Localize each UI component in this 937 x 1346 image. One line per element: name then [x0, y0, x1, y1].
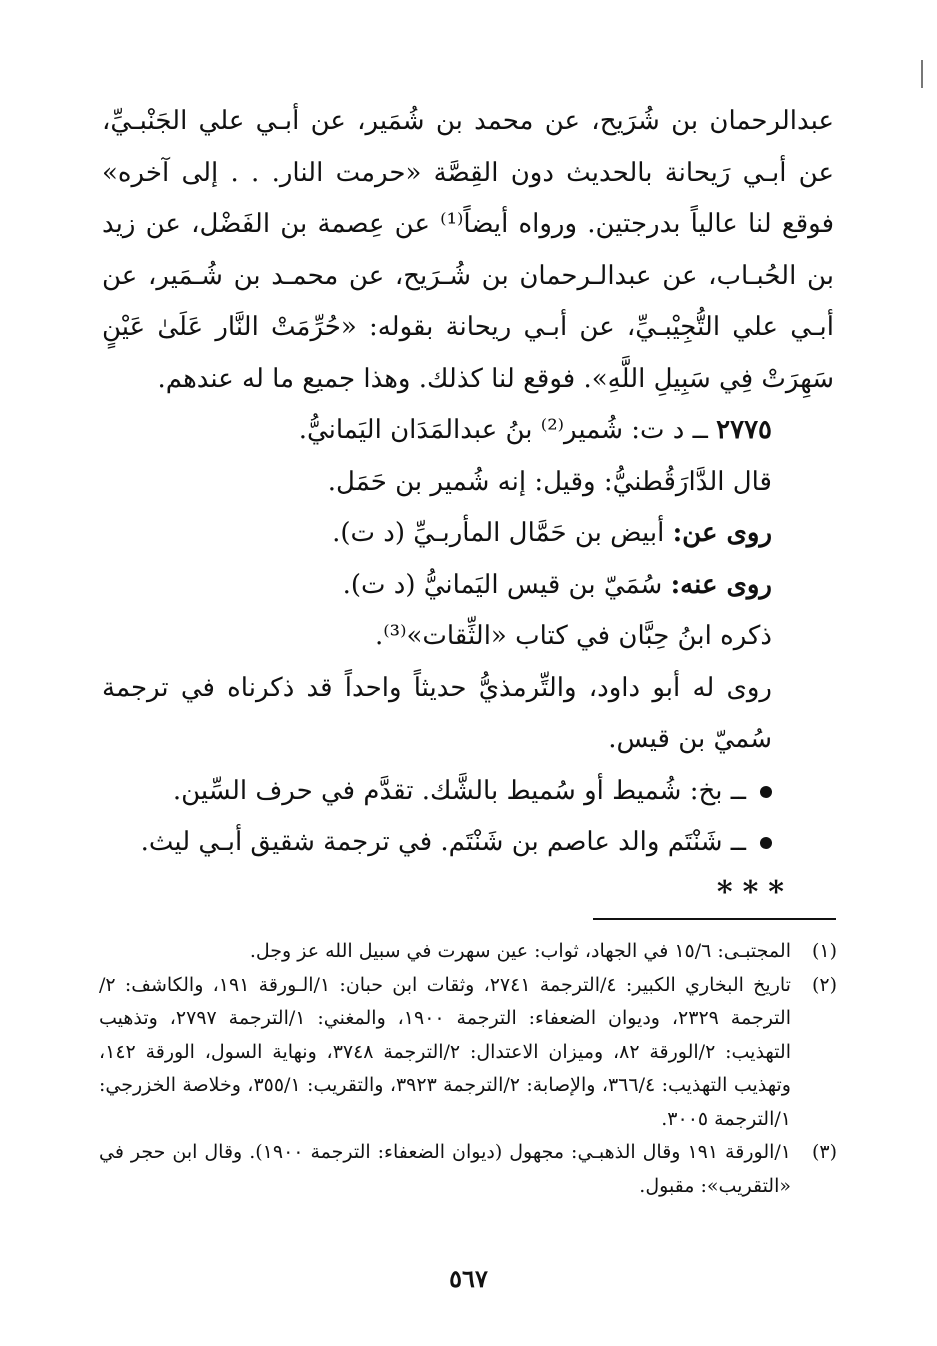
- footnote-divider: [593, 918, 836, 920]
- footnote-1: [99, 935, 837, 969]
- entry-number: ٢٧٧٥: [716, 415, 772, 445]
- footnote-text: ١/الورقة ١٩١ وقال الذهبـي: مجهول (ديوان الضعفاء: الترجمة ١٩٠٠). وقال ابن حجر في «التقريب»: مقبول.: [99, 1141, 792, 1197]
- scan-edge-mark: [921, 60, 923, 88]
- entry-title: ــ د ت: شُمير⁽²⁾ بنُ عبدالمَدَان اليَمانيُّ.: [298, 415, 717, 445]
- footnote-number: (١): [811, 940, 837, 962]
- footnote-3: [99, 1136, 837, 1203]
- footnotes: [99, 935, 837, 1203]
- paragraph-hadith-chain: عبدالرحمان بن شُرَيح، عن محمد بن شُمَير، عن أبـي علي الجَنْبـيِّ، عن أبـي رَيحانة بالحديث دون القِصَّة «حرمت النار. . . إلى آخره» فوقع لنا عالياً بدرجتين. ورواه أيضاً⁽¹⁾ عن عِصمة بن الفَضْل، عن زيد بن الحُبـاب، عن عبدالـرحمان بن شُـرَيح، عن محمـد بن شُـمَير، عن أبـي علي التُّجِيْبـيِّ، عن أبـي ريحانة بقوله: «حُرِّمَتْ النَّار عَلَىٰ عَيْنٍ سَهِرَتْ فِي سَبِيلِ اللَّهِ». فوقع لنا كذلك. وهذا جميع ما له عندهم.: [102, 106, 834, 394]
- narrated-by-text: سُمَيّ بن قيس اليَمانيُّ (د ت).: [342, 569, 671, 600]
- page-number: ٥٦٧: [449, 1264, 488, 1293]
- bullet-icon: [760, 837, 772, 849]
- ibn-hibban-note: ذكره ابنُ حِبَّان في كتاب «الثِّقات»⁽³⁾.: [375, 621, 772, 651]
- footnote-2: [99, 969, 837, 1137]
- bullet-entry-text: ــ بخ: شُميط أو سُميط بالشَّك. تقدَّم في حرف السِّين.: [172, 775, 746, 806]
- narrated-by: [102, 560, 834, 612]
- bullet-icon: [760, 786, 772, 798]
- daraqutni-note: قال الدَّارَقُطنيُّ: وقيل: إنه شُمير بن حَمَل.: [327, 466, 772, 497]
- entry-heading: [102, 405, 834, 457]
- narrated-from-text: أبيض بن حَمَّال المأربـيِّ (د ت).: [332, 518, 673, 548]
- bullet-entry-shantam: [102, 817, 834, 869]
- footnote-number: (٢): [811, 973, 837, 996]
- narrated-from-label: روى عن:: [672, 518, 772, 548]
- footnote-text: المجتبـى: ١٥/٦ في الجهاد، ثواب: عين سهرت في سبيل الله عز وجل.: [249, 940, 791, 962]
- narration-summary: روى له أبو داود، والتِّرمذيُّ حديثاً واحداً قد ذكرناه في ترجمة سُميّ بن قيس.: [102, 672, 772, 754]
- narrated-from: [102, 508, 834, 560]
- footnote-number: (٣): [811, 1141, 837, 1163]
- narrated-by-label: روى عنه:: [670, 569, 772, 600]
- bullet-entry-shumait: [102, 766, 834, 818]
- main-text: [102, 96, 834, 917]
- section-separator: ***: [716, 874, 794, 910]
- footnote-text: تاريخ البخاري الكبير: ٤/الترجمة ٢٧٤١، وثقات ابن حبان: ١/الـورقة ١٩١، والكاشف: ٢/الترجمة ٢٣٢٩، وديوان الضعفاء: الترجمة ١٩٠٠، والمغني: ١/الترجمة ٢٧٩٧، وتذهيب التهذيب: ٢/الورقة ٨٢، وميزان الاعتدال: ٢/الترجمة ٣٧٤٨، ونهاية السول، الورقة ١٤٢، وتهذيب التهذيب: ٣٦٦/٤، والإصابة: ٢/الترجمة ٣٩٢٣، والتقريب: ٣٥٥/١، وخلاصة الخزرجي: ١/الترجمة ٣٠٠٥.: [99, 973, 791, 1130]
- bullet-entry-text: ــ شَنْتَم والد عاصم بن شَنْتَم. في ترجمة شقيق أبـي ليث.: [140, 827, 746, 857]
